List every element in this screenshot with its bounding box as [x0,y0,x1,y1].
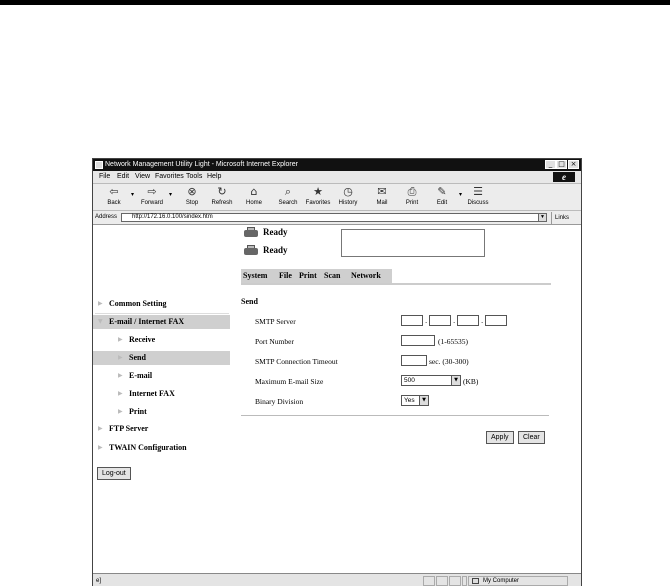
tab-bar [241,269,392,283]
max-email-size-select[interactable]: 500 ▼ [401,375,461,386]
nav-item-email-internet-fax[interactable]: ▼ E-mail / Internet FAX [93,315,230,329]
divider [95,313,229,314]
port-number-input[interactable] [401,335,435,346]
toolbar [93,184,581,211]
nav-item-print[interactable]: ▶ Print [93,405,230,419]
nav-item-receive[interactable]: ▶ Receive [93,333,230,347]
tab-system[interactable]: System [243,271,268,280]
page-icon: e] [96,578,102,584]
nav-arrow-icon: ▶ [118,336,123,343]
history-icon: ◷ [343,185,353,198]
minimize-button[interactable]: _ [545,160,556,169]
nav-item-email[interactable]: ▶ E-mail [93,369,230,383]
logout-button[interactable]: Log-out [97,467,131,480]
apply-button[interactable]: Apply [486,431,514,444]
chevron-down-icon: ▼ [451,376,460,385]
sidebar [93,225,233,573]
menu-help[interactable]: Help [207,173,222,180]
favorites-button[interactable]: ★ Favorites [303,185,333,209]
nav-arrow-icon: ▶ [98,300,103,307]
nav-arrow-icon: ▶ [118,372,123,379]
edit-button[interactable]: ✎ Edit ▾ [427,185,457,209]
browser-window [92,158,582,586]
back-button[interactable]: ⇦ Back ▾ [99,185,129,209]
print-button[interactable]: ⎙ Print [397,185,427,209]
nav-item-common-setting[interactable]: ▶ Common Setting [93,297,230,311]
smtp-server-octet-3[interactable] [457,315,479,326]
tab-print[interactable]: Print [299,271,317,280]
smtp-server-octet-1[interactable] [401,315,423,326]
refresh-icon: ↻ [217,185,227,198]
status-message-box [341,229,485,257]
refresh-button[interactable]: ↻ Refresh [207,185,237,209]
address-label: Address [95,214,118,220]
nav-item-internet-fax[interactable]: ▶ Internet FAX [93,387,230,401]
status-text: Ready [263,227,288,237]
home-button[interactable]: ⌂ Home [239,185,269,209]
stop-button[interactable]: ⊗ Stop [177,185,207,209]
smtp-server-octet-4[interactable] [485,315,507,326]
menu-tools[interactable]: Tools [186,173,203,180]
tab-underline [241,283,551,285]
window-title: Network Management Utility Light - Microsoft Internet Explorer [105,161,298,168]
discuss-icon: ☰ [473,185,483,198]
chevron-down-icon[interactable]: ▾ [130,191,134,198]
binary-division-label: Binary Division [255,397,304,406]
smtp-server-octet-2[interactable] [429,315,451,326]
smtp-timeout-input[interactable] [401,355,427,366]
port-number-label: Port Number [255,337,294,346]
binary-division-select[interactable]: Yes ▼ [401,395,429,406]
document-top-rule [0,0,670,5]
form-divider [241,415,549,416]
nav-arrow-down-icon: ▼ [98,318,103,325]
address-bar [93,211,581,225]
tab-file[interactable]: File [279,271,292,280]
device-status [241,225,581,267]
app-icon [95,161,103,169]
smtp-timeout-label: SMTP Connection Timeout [255,357,338,366]
search-button[interactable]: ⌕ Search [273,185,303,209]
max-email-size-unit: (KB) [463,377,479,386]
clear-button[interactable]: Clear [518,431,545,444]
chevron-down-icon[interactable]: ▼ [538,213,547,222]
printer-icon [243,227,259,239]
scanner-icon [243,245,259,257]
forward-button[interactable]: ⇨ Forward ▾ [137,185,167,209]
back-arrow-icon: ⇦ [109,185,119,198]
max-email-size-label: Maximum E-mail Size [255,377,324,386]
nav-item-ftp-server[interactable]: ▶ FTP Server [93,422,230,436]
title-bar [93,159,581,171]
menu-bar [93,171,581,184]
tab-network[interactable]: Network [351,271,381,280]
menu-file[interactable]: File [99,173,111,180]
computer-icon [472,578,479,584]
nav-arrow-icon: ▶ [118,390,123,397]
smtp-timeout-hint: sec. (30-300) [429,357,469,366]
print-icon: ⎙ [407,185,417,198]
menu-favorites[interactable]: Favorites [155,173,184,180]
zone-indicator: My Computer [468,576,568,586]
ie-logo-icon: e [553,172,575,182]
address-input[interactable] [121,213,541,222]
history-button[interactable]: ◷ History [333,185,363,209]
tab-scan[interactable]: Scan [324,271,341,280]
section-title: Send [241,297,258,306]
nav-arrow-icon: ▶ [118,408,123,415]
menu-edit[interactable]: Edit [117,173,130,180]
nav-arrow-icon: ▶ [98,444,103,451]
search-icon: ⌕ [284,185,292,198]
nav-arrow-icon: ▶ [118,354,123,361]
smtp-server-label: SMTP Server [255,317,296,326]
nav-arrow-icon: ▶ [98,425,103,432]
chevron-down-icon: ▼ [419,396,428,405]
menu-view[interactable]: View [135,173,151,180]
mail-icon: ✉ [377,185,387,198]
nav-item-twain-configuration[interactable]: ▶ TWAIN Configuration [93,441,230,455]
page-content: ▶ Common Setting ▼ E-mail / Internet FAX ▶ Receive ▶ Send ▶ E-mail ▶ Internet FAX ▶ Print ▶ FTP Server ▶ TWAIN Configuration Log-out Ready Ready System File Print Scan Network Send SMTP Server . . . Port Number (1-65535) SMTP Connection Timeout sec. (30-300) Maximum E-mail Size 500 ▼ (KB) Binary Division Yes ▼ Apply Clear [93,225,581,573]
chevron-down-icon[interactable]: ▾ [458,191,462,198]
links-button[interactable]: Links [551,212,572,225]
favorites-icon: ★ [313,185,323,198]
maximize-button[interactable]: □ [556,160,567,169]
edit-icon: ✎ [437,185,447,198]
stop-icon: ⊗ [187,185,197,198]
status-text: Ready [263,245,288,255]
url-text: http://172.16.0.100/sindex.htm [132,214,213,220]
mail-button[interactable]: ✉ Mail [367,185,397,209]
discuss-button[interactable]: ☰ Discuss [463,185,493,209]
nav-item-send[interactable]: ▶ Send [93,351,230,365]
status-bar [93,573,581,586]
forward-arrow-icon: ⇨ [147,185,157,198]
close-button[interactable]: × [568,160,579,169]
port-number-hint: (1-65535) [438,337,468,346]
home-icon: ⌂ [250,185,258,198]
chevron-down-icon[interactable]: ▾ [168,191,172,198]
